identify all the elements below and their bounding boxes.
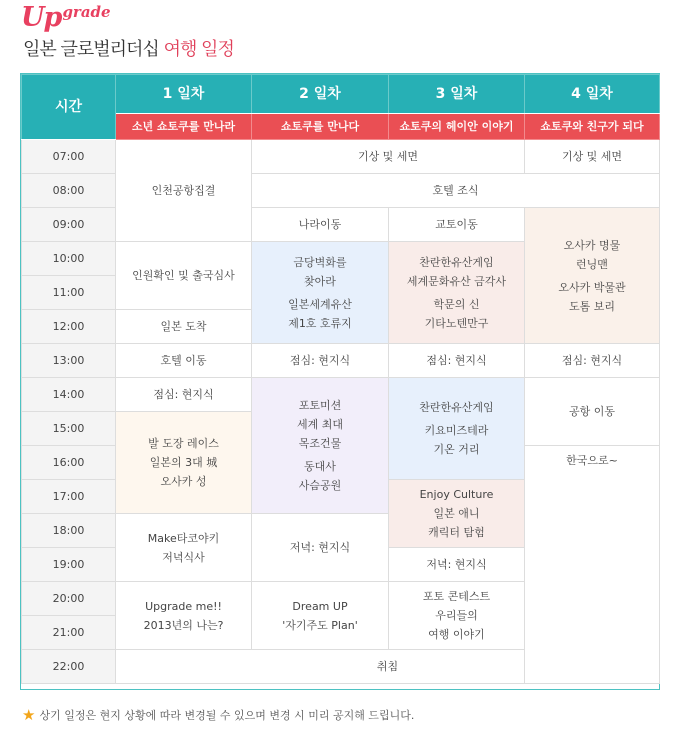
- day-3-theme: 쇼토쿠의 헤이안 이야기: [389, 114, 525, 140]
- table-row: [22, 140, 660, 174]
- day4-airport-cell: 공항 이동: [525, 378, 660, 446]
- upgrade-logo: [21, 2, 111, 32]
- table-row: [22, 378, 660, 412]
- day3-dinner-cell: 저녁: 현지식: [389, 548, 525, 582]
- sleep-cell: 취침: [116, 650, 660, 684]
- day4-osaka-cell: [525, 208, 660, 344]
- day3-game2-cell: [389, 378, 525, 480]
- day1-immigration-cell: 인원확인 및 출국심사: [116, 242, 252, 310]
- cell-line: 금당벽화를: [293, 255, 347, 269]
- time-cell: 20:00: [22, 582, 116, 616]
- cell-line: 일본 애니: [433, 507, 480, 520]
- cell-line: 포토 콘테스트: [422, 590, 491, 603]
- day1-arrive-cell: 일본 도착: [116, 310, 252, 344]
- time-cell: 08:00: [22, 174, 116, 208]
- time-cell: 12:00: [22, 310, 116, 344]
- theme-row: [22, 114, 660, 140]
- cell-line: 찬란한유산게임: [419, 255, 494, 269]
- time-cell: 21:00: [22, 616, 116, 650]
- cell-line: 포토미션: [298, 399, 342, 412]
- cell-line: 일본세계유산: [288, 297, 352, 311]
- cell-line: 오사카 성: [160, 475, 207, 488]
- day-1-theme: 소년 쇼토쿠를 만나라: [116, 114, 252, 140]
- day-2-theme: 쇼토쿠를 만나다: [252, 114, 389, 140]
- time-cell: 09:00: [22, 208, 116, 242]
- day3-lunch-cell: 점심: 현지식: [389, 344, 525, 378]
- day1-upgrade-cell: [116, 582, 252, 650]
- day-1-header: 1 일차: [116, 75, 252, 114]
- time-cell: 16:00: [22, 446, 116, 480]
- page-title: [23, 35, 234, 61]
- day2-dream-cell: [252, 582, 389, 650]
- day1-make-cell: [116, 514, 252, 582]
- time-cell: 10:00: [22, 242, 116, 276]
- cell-line: '자기주도 Plan': [282, 618, 358, 632]
- day3-contest-cell: [389, 582, 525, 650]
- cell-line: 오사카 명물: [563, 238, 621, 252]
- day-2-header: 2 일차: [252, 75, 389, 114]
- day-header-row: [22, 75, 660, 114]
- time-cell: 07:00: [22, 140, 116, 174]
- day2-lunch-cell: 점심: 현지식: [252, 344, 389, 378]
- cell-line: Upgrade me!!: [145, 599, 222, 613]
- day4-korea-cell: 한국으로~: [525, 446, 660, 684]
- day4-lunch-cell: 점심: 현지식: [525, 344, 660, 378]
- time-cell: 19:00: [22, 548, 116, 582]
- day1-hotel-cell: 호텔 이동: [116, 344, 252, 378]
- time-cell: 11:00: [22, 276, 116, 310]
- cell-line: 캐릭터 탐험: [428, 526, 485, 539]
- cell-line: 키요미즈테라: [424, 424, 489, 437]
- page-title-highlight: 여행 일정: [163, 39, 234, 60]
- cell-line: 우리들의: [435, 609, 478, 622]
- day2-photo-cell: [252, 378, 389, 514]
- cell-line: 찾아라: [304, 274, 336, 288]
- cell-line: 오사카 박물관: [558, 280, 626, 294]
- logo-up-text: Up: [21, 2, 62, 33]
- footnote: [22, 706, 414, 724]
- cell-line: 2013년의 나는?: [143, 618, 224, 632]
- cell-line: 사슴공원: [298, 479, 342, 492]
- cell-line: 저녁식사: [162, 550, 205, 564]
- table-row: [22, 344, 660, 378]
- cell-line: 런닝맨: [576, 257, 608, 271]
- day-4-theme: 쇼토쿠와 친구가 되다: [525, 114, 660, 140]
- cell-line: 기타노텐만구: [424, 316, 489, 330]
- day2-move-cell: 나라이동: [252, 208, 389, 242]
- cell-line: 목조건물: [298, 437, 342, 450]
- time-cell: 17:00: [22, 480, 116, 514]
- time-cell: 15:00: [22, 412, 116, 446]
- cell-line: 기온 거리: [433, 443, 480, 456]
- cell-line: 세계 최대: [296, 418, 343, 431]
- day1-lunch-cell: 점심: 현지식: [116, 378, 252, 412]
- cell-line: 동대사: [304, 460, 336, 473]
- time-cell: 22:00: [22, 650, 116, 684]
- time-cell: 18:00: [22, 514, 116, 548]
- time-cell: 14:00: [22, 378, 116, 412]
- day1-race-cell: [116, 412, 252, 514]
- day2-temple-cell: [252, 242, 389, 344]
- day-3-header: 3 일차: [389, 75, 525, 114]
- day2-dinner-cell: 저녁: 현지식: [252, 514, 389, 582]
- cell-line: Make타코야키: [147, 531, 220, 545]
- table-row: [22, 650, 660, 684]
- breakfast-cell: 호텔 조식: [252, 174, 660, 208]
- schedule-table: [21, 74, 660, 684]
- logo-grade-text: grade: [62, 3, 111, 21]
- cell-line: 여행 이야기: [428, 628, 485, 641]
- cell-line: 일본의 3대 城: [149, 456, 218, 469]
- day23-wake-cell: 기상 및 세면: [252, 140, 525, 174]
- day3-culture-cell: [389, 480, 525, 548]
- cell-line: 도톰 보리: [568, 299, 615, 313]
- cell-line: 발 도장 레이스: [148, 437, 219, 450]
- cell-line: Dream UP: [292, 599, 348, 613]
- cell-line: 찬란한유산게임: [419, 401, 494, 414]
- page-title-main: 일본 글로벌리더십: [23, 39, 159, 60]
- time-header: 시간: [22, 75, 116, 140]
- time-cell: 13:00: [22, 344, 116, 378]
- cell-line: 세계문화유산 금각사: [406, 274, 507, 288]
- cell-line: Enjoy Culture: [419, 488, 494, 501]
- cell-line: 학문의 신: [433, 297, 480, 311]
- footnote-text: 상기 일정은 현지 상황에 따라 변경될 수 있으며 변경 시 미리 공지해 드립니다.: [39, 709, 415, 722]
- cell-line: 제1호 호류지: [288, 316, 352, 330]
- day-4-header: 4 일차: [525, 75, 660, 114]
- day3-move-cell: 교토이동: [389, 208, 525, 242]
- day1-airport-cell: 인천공항집결: [116, 140, 252, 242]
- day3-game1-cell: [389, 242, 525, 344]
- star-icon: ★: [22, 706, 36, 724]
- day4-wake-cell: 기상 및 세면: [525, 140, 660, 174]
